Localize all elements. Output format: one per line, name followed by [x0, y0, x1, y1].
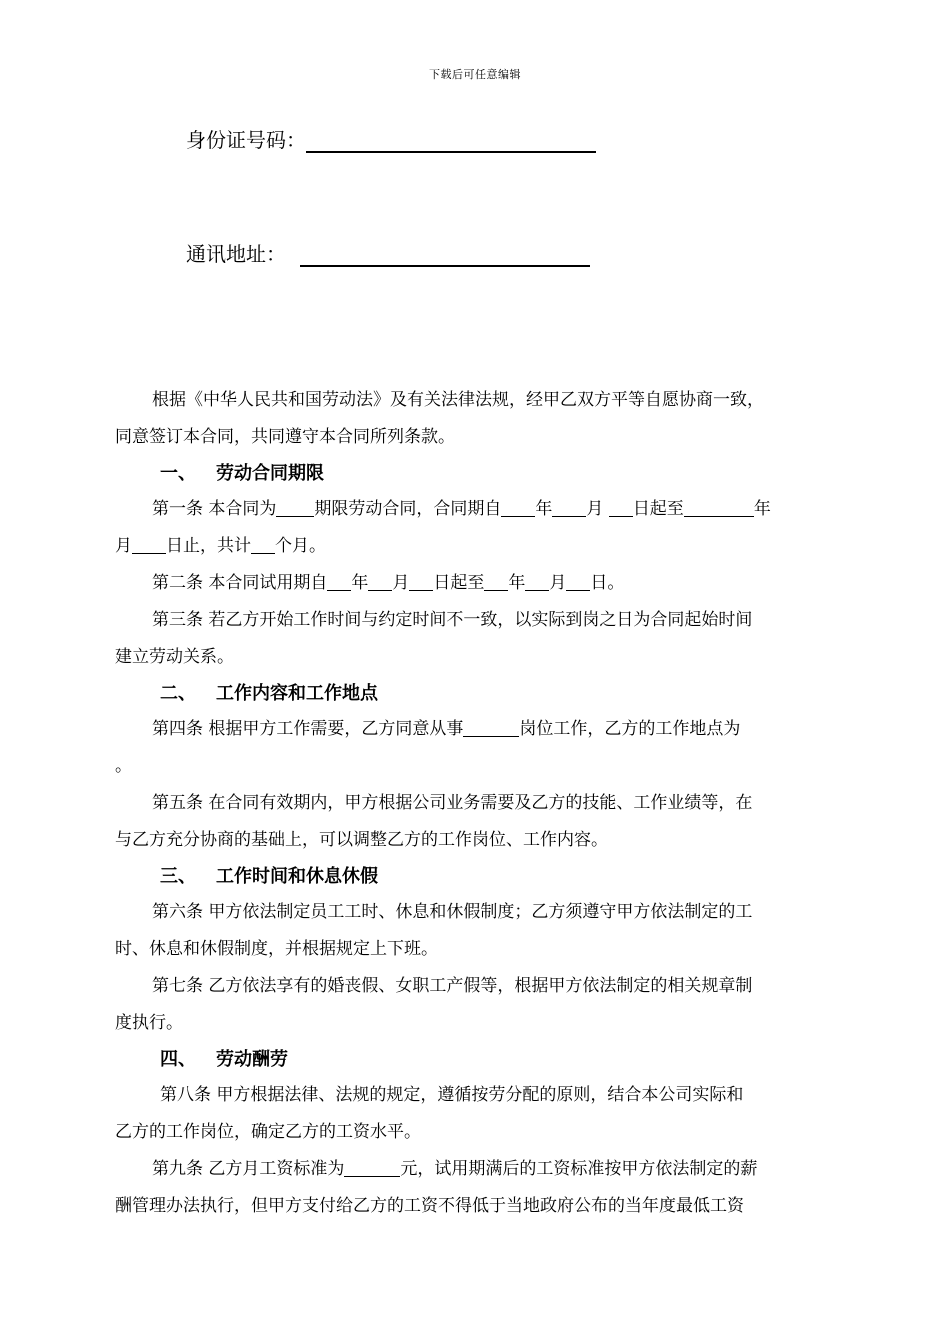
id-number-blank[interactable]: [306, 131, 596, 153]
position-blank[interactable]: [463, 719, 519, 737]
article-7-line-2: 度执行。: [115, 1013, 183, 1033]
section-3-number: 三、: [160, 866, 196, 887]
section-4-number: 四、: [160, 1049, 196, 1070]
intro-line-1: 根据《中华人民共和国劳动法》及有关法律法规，经甲乙双方平等自愿协商一致，: [152, 390, 764, 410]
article-3-line-2: 建立劳动关系。: [115, 647, 234, 667]
article-1-text: 月: [586, 499, 609, 519]
section-1-number: 一、: [160, 463, 196, 484]
end-day-blank[interactable]: [132, 536, 166, 554]
article-6-line-2: 时、休息和休假制度，并根据规定上下班。: [115, 939, 438, 959]
section-3-heading: [115, 859, 837, 894]
start-year-blank[interactable]: [501, 499, 535, 517]
section-2-title: 工作内容和工作地点: [216, 683, 378, 704]
address-label: 通讯地址：: [186, 242, 286, 266]
contract-body: [115, 382, 837, 1225]
section-2-heading: [115, 676, 837, 711]
article-6-line-1: 第六条 甲方依法制定员工工时、休息和休假制度；乙方须遵守甲方依法制定的工: [152, 902, 753, 922]
article-1-text: 年: [535, 499, 553, 519]
article-1-text: 日起至: [632, 499, 684, 519]
end-year-blank[interactable]: [684, 499, 754, 517]
intro-line-2: 同意签订本合同，共同遵守本合同所列条款。: [115, 427, 455, 447]
article-2-text: 年: [351, 573, 369, 593]
probation-start-day-blank[interactable]: [409, 573, 433, 591]
article-2-text: 第二条 本合同试用期自: [152, 573, 328, 593]
address-blank[interactable]: [300, 245, 590, 267]
probation-start-month-blank[interactable]: [368, 573, 392, 591]
page-header: 下载后可任意编辑: [429, 68, 521, 81]
months-count-blank[interactable]: [251, 536, 275, 554]
article-1-text: 年: [753, 499, 771, 519]
section-2-number: 二、: [160, 683, 196, 704]
address-field: [186, 238, 590, 267]
probation-end-year-blank[interactable]: [484, 573, 508, 591]
article-1-text: 个月。: [275, 536, 326, 556]
article-9-line-2: 酬管理办法执行，但甲方支付给乙方的工资不得低于当地政府公布的当年度最低工资: [115, 1196, 744, 1216]
article-1-text: 月: [115, 536, 132, 556]
start-month-blank[interactable]: [552, 499, 586, 517]
article-2-text: 年: [508, 573, 526, 593]
article-2: [115, 565, 837, 602]
article-5-line-2: 与乙方充分协商的基础上，可以调整乙方的工作岗位、工作内容。: [115, 830, 608, 850]
article-1-text: 日止，共计: [166, 536, 251, 556]
article-2-text: 日。: [590, 573, 625, 593]
article-8-line-1: 第八条 甲方根据法律、法规的规定，遵循按劳分配的原则，结合本公司实际和: [160, 1085, 744, 1105]
probation-end-day-blank[interactable]: [566, 573, 590, 591]
term-type-blank[interactable]: [276, 499, 314, 517]
article-3-line-1: 第三条 若乙方开始工作时间与约定时间不一致，以实际到岗之日为合同起始时间: [152, 610, 753, 630]
article-1-text: 第一条 本合同为: [152, 499, 277, 519]
probation-end-month-blank[interactable]: [525, 573, 549, 591]
article-4-text: 第四条 根据甲方工作需要，乙方同意从事: [152, 719, 464, 739]
start-day-blank[interactable]: [609, 499, 633, 517]
section-1-heading: [115, 456, 837, 491]
probation-start-year-blank[interactable]: [327, 573, 351, 591]
article-9: [115, 1151, 837, 1188]
article-4-text: 岗位工作，乙方的工作地点为: [519, 719, 741, 739]
article-1-text: 期限劳动合同，合同期自: [314, 499, 502, 519]
section-3-title: 工作时间和休息休假: [216, 866, 378, 887]
article-9-text: 第九条 乙方月工资标准为: [152, 1159, 345, 1179]
id-number-field: [186, 124, 596, 153]
article-5-line-1: 第五条 在合同有效期内，甲方根据公司业务需要及乙方的技能、工作业绩等，在: [152, 793, 753, 813]
article-1: [115, 491, 837, 565]
article-2-text: 月: [392, 573, 410, 593]
article-4: [115, 711, 837, 785]
article-2-text: 日起至: [433, 573, 485, 593]
article-2-text: 月: [549, 573, 567, 593]
salary-blank[interactable]: [344, 1159, 400, 1177]
article-9-text: 元，试用期满后的工资标准按甲方依法制定的薪: [400, 1159, 758, 1179]
article-8-line-2: 乙方的工作岗位，确定乙方的工资水平。: [115, 1122, 421, 1142]
section-4-title: 劳动酬劳: [216, 1049, 288, 1070]
article-7-line-1: 第七条 乙方依法享有的婚丧假、女职工产假等，根据甲方依法制定的相关规章制: [152, 976, 753, 996]
section-1-title: 劳动合同期限: [216, 463, 324, 484]
article-4-text: 。: [115, 756, 132, 776]
id-number-label: 身份证号码：: [186, 128, 306, 152]
section-4-heading: [115, 1042, 837, 1077]
